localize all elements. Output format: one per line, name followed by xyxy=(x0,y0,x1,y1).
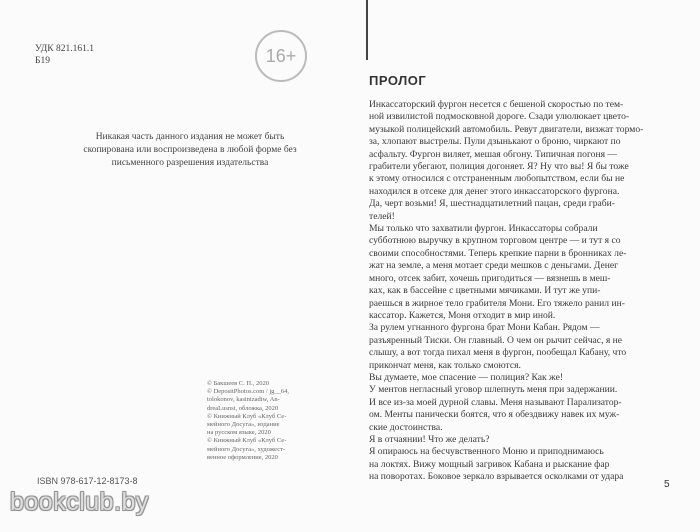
text-line: ом. Менты панически боятся, что я обездвижу навек их муж- xyxy=(369,409,620,421)
text-line: ной извилистой подмосковной дороге. Сзади улюлюкает цвето- xyxy=(369,111,630,123)
body-text xyxy=(369,99,671,484)
text-line: на локтях. Вижу мощный загривок Кабана и рыскание фар xyxy=(369,458,610,470)
udk-code: УДК 821.161.1 xyxy=(35,44,94,54)
credit-line: мейного Досуга», художест- xyxy=(207,445,286,453)
text-line: раешься в жирное тело грабителя Мони. Его тяжело ранил ин- xyxy=(369,297,625,309)
text-line: слышу, а вот тогда пихал меня в фургон, пообещал Кабану, что xyxy=(369,347,627,359)
credit-line: tolokonov, kasinizadiw, An- xyxy=(207,396,280,404)
copyright-notice: Никакая часть данного издания не может быть скопирована или воспроизведена в любой форме без письменного разрешения издательства xyxy=(83,132,297,168)
text-line: ках, как в бассейне с цветными мячиками. И тут же упи- xyxy=(369,285,601,297)
text-line: Инкассаторский фургон несется с бешеной скоростью по тем- xyxy=(369,99,624,110)
udk-block xyxy=(35,43,94,67)
text-line: своими способностями. Теперь крепкие парни в бронниках ле- xyxy=(369,247,627,259)
text-line: Вы думаете, мое спасение — полиция? Как же! xyxy=(369,371,564,383)
text-line: находился в отсеке для денег этого инкассаторского фургона. xyxy=(369,185,620,197)
chapter-bar xyxy=(366,0,368,60)
credit-line: венное оформление, 2020 xyxy=(207,453,278,461)
bbk-code: Б19 xyxy=(35,56,50,66)
text-line: к этому относился с отстраненным любопытством, если бы не xyxy=(369,173,625,185)
credit-line: dreaLusnsi, обложка, 2020 xyxy=(207,404,279,412)
text-line: И все из-за моей дурной славы. Меня называют Парализатор- xyxy=(369,396,622,408)
text-line: прикончат меня, как только смоются. xyxy=(369,359,521,371)
text-line: Мы только что захватили фургон. Инкассаторы собрали xyxy=(369,223,598,235)
age-rating-badge: 16+ xyxy=(255,30,307,82)
text-line: ские достоинства. xyxy=(369,421,443,433)
credit-line: © Книжный Клуб «Клуб Се- xyxy=(207,437,287,445)
credits-block xyxy=(207,380,307,462)
text-line: грабители убегают, полиция догоняет. Я? Ну что вы! Я бы тоже xyxy=(369,161,629,173)
chapter-title: ПРОЛОГ xyxy=(369,73,427,88)
credit-line: © Книжный Клуб «Клуб Се- xyxy=(207,412,287,420)
text-line: музыкой полицейский автомобиль. Ревут двигатели, визжат тормо- xyxy=(369,123,644,135)
text-line: асфальту. Фургон виляет, мешая обгону. Типичная погоня — xyxy=(369,148,618,160)
text-line: У ментов негласный уговор шлепнуть меня при задержании. xyxy=(369,384,618,396)
text-line: за, хлопают выстрелы. Пули дзынькают о броню, чиркают по xyxy=(369,136,621,148)
credit-line: мейного Досуга», издание xyxy=(207,421,280,429)
text-line: разъяренный Тиски. Он главный. О чем он рычит сейчас, я не xyxy=(369,334,623,346)
text-line: кассатор. Кажется, Моня отходит в мир иной. xyxy=(369,309,556,321)
page-number: 5 xyxy=(664,479,670,490)
text-line: Я опираюсь на бесчувственного Моню и приподнимаюсь xyxy=(369,446,604,458)
credit-line: © DepositPhotos.com / jg__64, xyxy=(207,388,290,396)
watermark: bookclub.by xyxy=(10,488,149,516)
text-line: Да, черт возьми! Я, шестнадцатилетний пацан, среди граби- xyxy=(369,198,615,210)
text-line: телей! xyxy=(369,210,395,222)
text-line: на поворотах. Боковое зеркало взрывается осколками от удара xyxy=(369,471,624,483)
text-line: За рулем угнанного фургона брат Мони Кабан. Рядом — xyxy=(369,322,600,334)
text-line: Я в отчаянии! Что же делать? xyxy=(369,433,490,445)
isbn: ISBN 978-617-12-8173-8 xyxy=(37,476,138,486)
text-line: жат на земле, а меня мотает среди мешков с деньгами. Денег xyxy=(369,260,619,272)
credit-line: © Бакшеев С. П., 2020 xyxy=(207,380,269,387)
text-line: много, отсек забит, хочешь пригодиться — вязнешь в меш- xyxy=(369,272,611,284)
credit-line: на русском языке, 2020 xyxy=(207,429,271,437)
text-line: субботнюю выручку в крупном торговом центре — и тут я со xyxy=(369,235,621,247)
